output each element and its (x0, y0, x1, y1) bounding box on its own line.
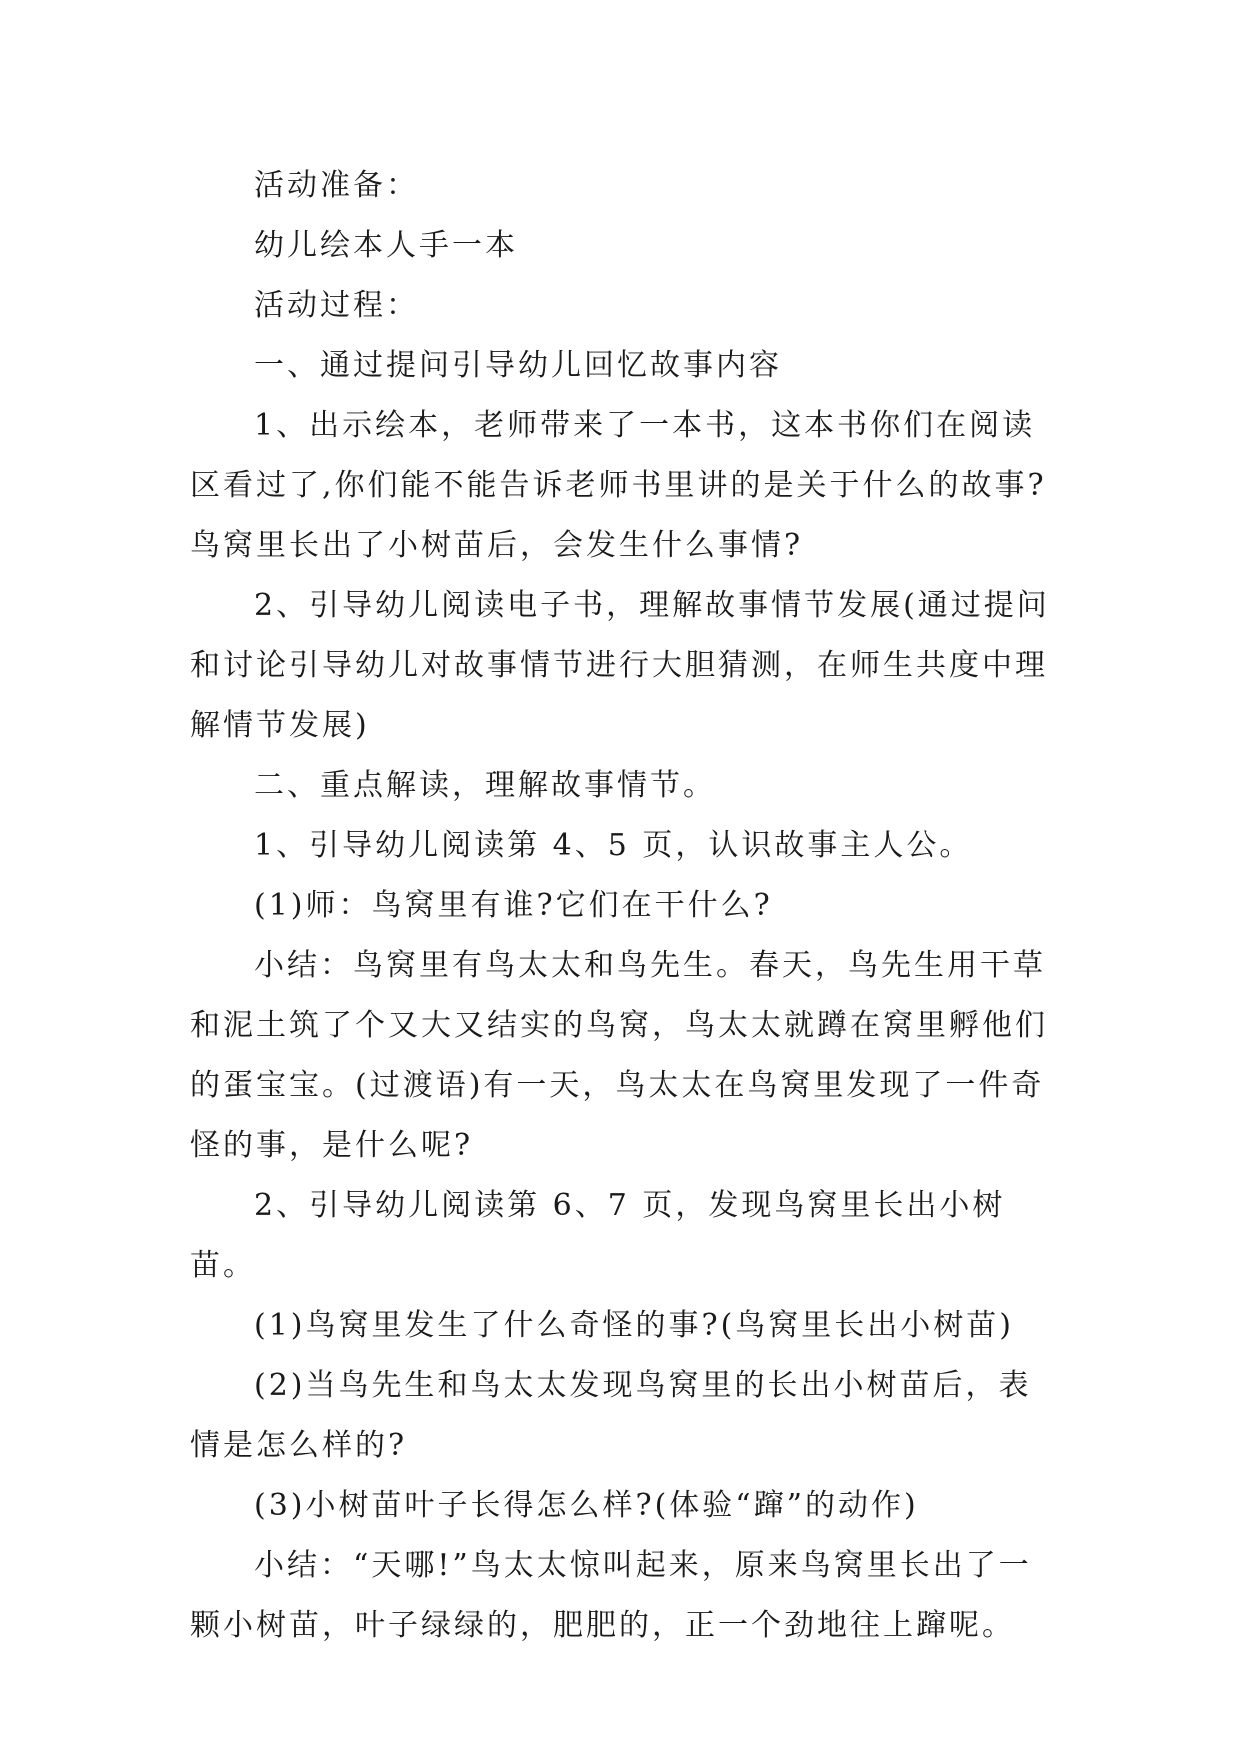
paragraph-section-two-heading: 二、重点解读，理解故事情节。 (254, 768, 716, 803)
paragraph-activity-preparation-heading: 活动准备： (254, 168, 419, 203)
paragraph-step-1-2: 2、引导幼儿阅读电子书，理解故事情节发展(通过提问和讨论引导幼儿对故事情节进行大胆猜测，在师生共度中理解情节发展) (190, 588, 1050, 743)
paragraph-step-2-1: 1、引导幼儿阅读第 4、5 页，认识故事主人公。 (254, 828, 973, 863)
paragraph-question-2-2-3: (3)小树苗叶子长得怎么样?(体验“蹿”的动作) (254, 1488, 919, 1523)
paragraph-question-2-1-1: (1)师：鸟窝里有谁?它们在干什么? (254, 888, 773, 923)
paragraph-question-2-2-2: (2)当鸟先生和鸟太太发现鸟窝里的长出小树苗后，表情是怎么样的? (190, 1368, 1032, 1463)
document-body (190, 156, 1050, 1656)
paragraph-summary-1: 小结：鸟窝里有鸟太太和鸟先生。春天，鸟先生用干草和泥土筑了个又大又结实的鸟窝，鸟太太就蹲在窝里孵他们的蛋宝宝。(过渡语)有一天，鸟太太在鸟窝里发现了一件奇怪的事，是什么呢? (190, 948, 1048, 1163)
paragraph-preparation-detail: 幼儿绘本人手一本 (254, 228, 518, 263)
paragraph-question-2-2-1: (1)鸟窝里发生了什么奇怪的事?(鸟窝里长出小树苗) (254, 1308, 1014, 1343)
paragraph-activity-process-heading: 活动过程： (254, 288, 419, 323)
paragraph-section-one-heading: 一、通过提问引导幼儿回忆故事内容 (254, 348, 782, 383)
paragraph-summary-2: 小结：“天哪!”鸟太太惊叫起来，原来鸟窝里长出了一颗小树苗，叶子绿绿的，肥肥的，正一个劲地往上蹿呢。 (190, 1548, 1032, 1643)
paragraph-step-1-1: 1、出示绘本，老师带来了一本书，这本书你们在阅读区看过了,你们能不能告诉老师书里讲的是关于什么的故事?鸟窝里长出了小树苗后，会发生什么事情? (190, 408, 1047, 563)
paragraph-step-2-2: 2、引导幼儿阅读第 6、7 页，发现鸟窝里长出小树苗。 (190, 1188, 1006, 1283)
